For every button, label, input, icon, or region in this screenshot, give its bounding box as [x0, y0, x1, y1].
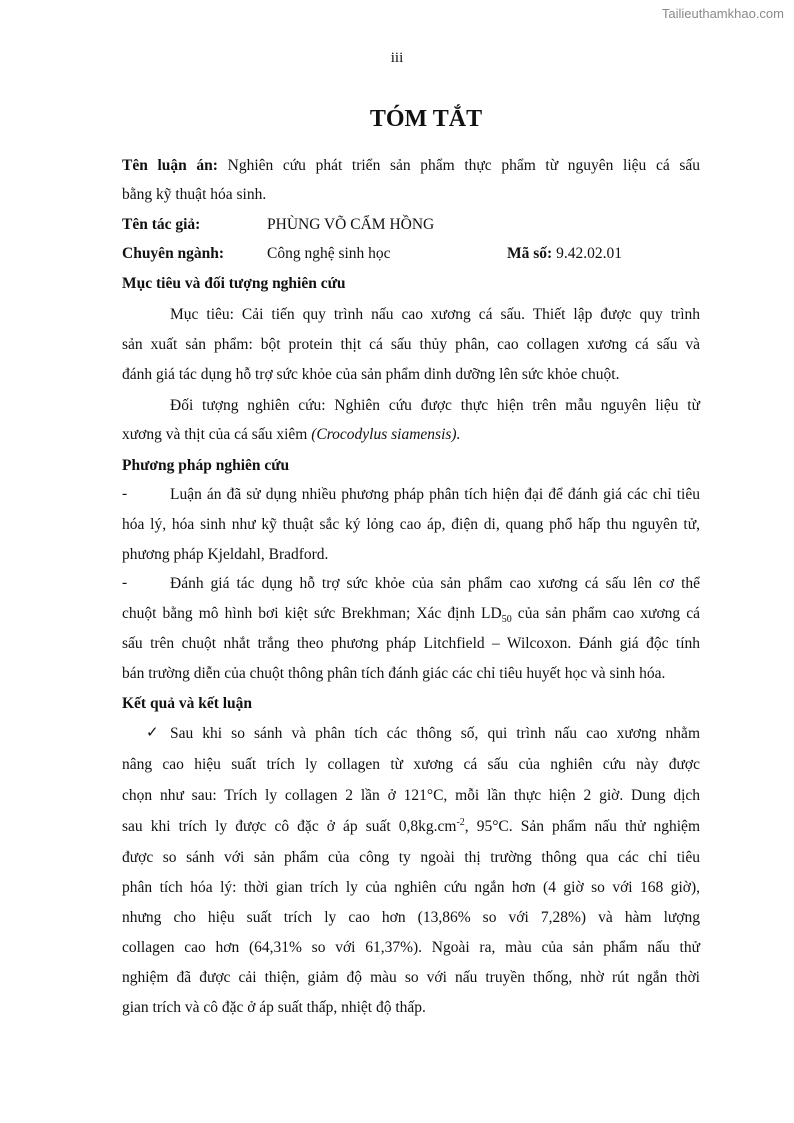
page-number: iii — [390, 50, 404, 66]
paragraph-line: Luận án đã sử dụng nhiều phương pháp phân tích hiện đại để đánh giá các chỉ tiêu — [170, 486, 700, 503]
paragraph-line: Đánh giá tác dụng hỗ trợ sức khỏe của sản phẩm cao xương cá sấu lên cơ thể — [170, 575, 700, 592]
author-name: PHÙNG VÕ CẨM HỒNG — [267, 216, 435, 233]
code-label: Mã số: — [507, 245, 553, 262]
paragraph-line: sản xuất sản phẩm: bột protein thịt cá sấu thủy phân, cao collagen xương cá sấu và — [122, 336, 700, 353]
bullet-dash: - — [122, 574, 128, 591]
paragraph-line: nhưng cho hiệu suất trích ly cao hơn (13,86% so với 7,28%) và hàm lượng — [122, 909, 700, 926]
thesis-label: Tên luận án: — [122, 157, 218, 174]
species-name: (Crocodylus siamensis). — [311, 426, 461, 443]
author-row — [122, 215, 700, 235]
paragraph-line: phương pháp Kjeldahl, Bradford. — [122, 546, 329, 563]
paragraph-line: chuột bằng mô hình bơi kiệt sức Brekhman; Xác định $LD_{50}$ của sản phẩm cao xương cá — [122, 605, 700, 626]
paragraph-line: phân tích hóa lý: thời gian trích ly của nghiên cứu ngắn hơn (4 giờ so với 168 giờ), — [122, 879, 700, 896]
paragraph-line: được so sánh với sản phẩm của công ty ngoài thị trường thông qua các chỉ tiêu — [122, 849, 700, 866]
paragraph-line: Mục tiêu: Cải tiến quy trình nấu cao xương cá sấu. Thiết lập được quy trình — [170, 306, 700, 323]
page-title: TÓM TẮT — [369, 106, 483, 132]
major-row — [122, 244, 700, 264]
bullet-dash: - — [122, 485, 128, 502]
author-label: Tên tác giả: — [122, 216, 201, 233]
paragraph-line: nghiệm đã được cải thiện, giảm độ màu so với nấu truyền thống, nhờ rút ngắn thời — [122, 969, 700, 986]
paragraph-line: chọn như sau: Trích ly collagen 2 lần ở 121°C, mỗi lần thực hiện 2 giờ. Dung dịch — [122, 787, 700, 804]
major-value: Công nghệ sinh học — [267, 245, 391, 262]
section-heading-objectives: Mục tiêu và đối tượng nghiên cứu — [122, 275, 346, 292]
paragraph-line: nâng cao hiệu suất trích ly collagen từ xương cá sấu của nghiên cứu này được — [122, 756, 700, 773]
section-heading-methods: Phương pháp nghiên cứu — [122, 457, 290, 474]
code-value: 9.42.02.01 — [556, 245, 622, 262]
section-heading-results: Kết quả và kết luận — [122, 695, 253, 712]
paragraph-line: sấu trên chuột nhắt trắng theo phương pháp Litchfield – Wilcoxon. Đánh giá độc tính — [122, 635, 700, 652]
paragraph-line: bán trường diễn của chuột thông phân tích đánh giác các chỉ tiêu huyết học và sinh hóa. — [122, 665, 666, 682]
watermark: Tailieuthamkhao.com — [661, 6, 784, 21]
paragraph-line: hóa lý, hóa sinh như kỹ thuật sắc ký lỏng cao áp, điện di, quang phổ hấp thu nguyên tử, — [122, 516, 700, 533]
thesis-value: Nghiên cứu phát triển sản phẩm thực phẩm từ nguyên liệu cá sấu — [227, 157, 701, 174]
paragraph-line: gian trích và cô đặc ở áp suất thấp, nhiệt độ thấp. — [122, 999, 426, 1016]
paragraph-line: Sau khi so sánh và phân tích các thông số, qui trình nấu cao xương nhằm — [170, 725, 700, 742]
check-icon: ✓ — [146, 725, 159, 741]
thesis-title-line-2: bằng kỹ thuật hóa sinh. — [122, 186, 267, 203]
paragraph-line: sau khi trích ly được cô đặc ở áp suất $0,8kg.cm^{-2}$, 95°C. Sản phẩm nấu thử nghiệm — [122, 816, 700, 835]
paragraph-line: đánh giá tác dụng hỗ trợ sức khỏe của sản phẩm dinh dưỡng lên sức khỏe chuột. — [122, 366, 620, 383]
paragraph-line: collagen cao hơn (64,31% so với 61,37%). Ngoài ra, màu của sản phẩm nấu thử — [122, 939, 700, 956]
thesis-title-line — [122, 156, 700, 176]
paragraph-line: xương và thịt của cá sấu xiêm (Crocodylus siamensis). — [122, 426, 461, 443]
paragraph-line: Đối tượng nghiên cứu: Nghiên cứu được thực hiện trên mẫu nguyên liệu từ — [170, 397, 700, 414]
major-label: Chuyên ngành: — [122, 245, 225, 262]
